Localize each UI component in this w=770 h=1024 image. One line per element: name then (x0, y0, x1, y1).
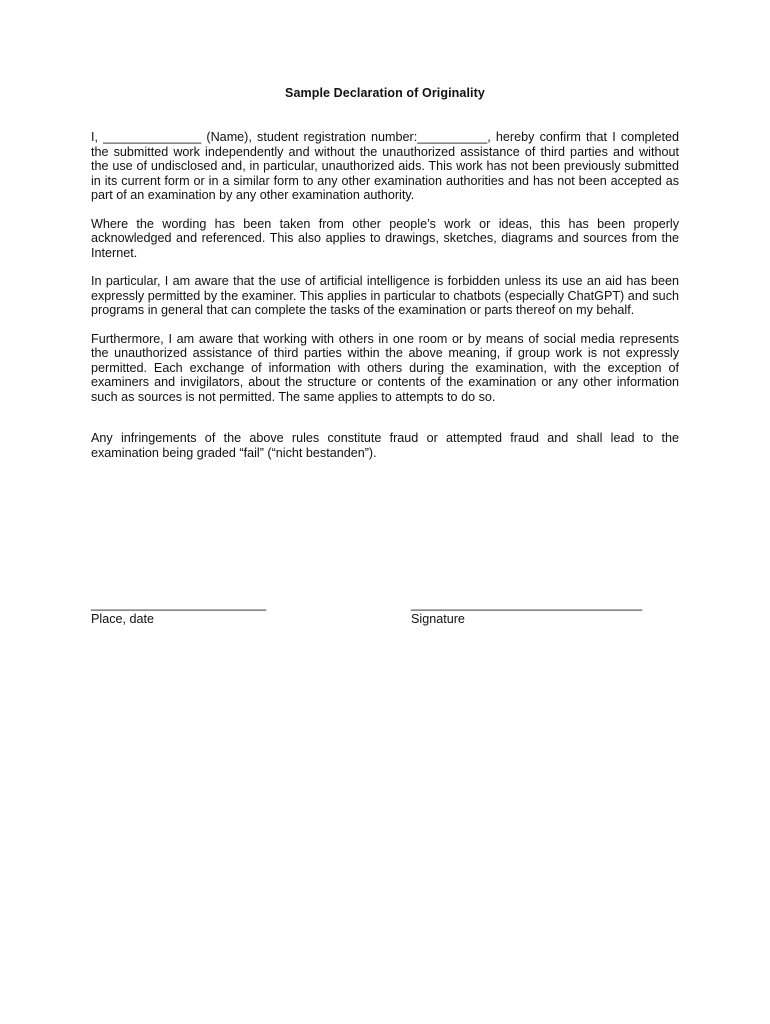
paragraph-collaboration: Furthermore, I am aware that working with others in one room or by means of social media represents the unauthorized assistance of third parties within the above meaning, if group work is not expressly permitted. Each exchange of information with others during the examination, with the exception of examiners and invigilators, about the structure or contents of the examination or any other information such as sources is not permitted. The same applies to attempts to do so. (91, 331, 679, 404)
paragraph-references: Where the wording has been taken from other people’s work or ideas, this has been properly acknowledged and referenced. This also applies to drawings, sketches, diagrams and sources from the Internet. (91, 216, 679, 260)
signature-line: _________________________________ (411, 597, 643, 611)
paragraph-confirmation: I, ______________ (Name), student registration number:__________, hereby confirm that I completed the submitted work independently and without the unauthorized assistance of third parties and without the use of undisclosed and, in particular, unauthorized aids. This work has not been previously submitted in its current form or in a similar form to any other examination authorities and has not been accepted as part of an examination by any other examination authority. (91, 130, 679, 202)
place-date-line: _________________________ (91, 597, 267, 611)
place-date-label: Place, date (91, 611, 155, 626)
signature-block (411, 597, 642, 626)
signature-label: Signature (411, 611, 465, 626)
page-title: Sample Declaration of Originality (285, 86, 485, 100)
paragraph-ai-policy: In particular, I am aware that the use of artificial intelligence is forbidden unless its use an aid has been expressly permitted by the examiner. This applies in particular to chatbots (especially ChatGPT) and such programs in general that can complete the tasks of the examination or parts thereof on my behalf. (91, 274, 679, 317)
paragraph-infringements: Any infringements of the above rules constitute fraud or attempted fraud and shall lead to the examination being graded “fail” (“nicht bestanden”). (91, 431, 679, 460)
declaration-body (91, 130, 679, 474)
place-date-block (91, 597, 266, 626)
